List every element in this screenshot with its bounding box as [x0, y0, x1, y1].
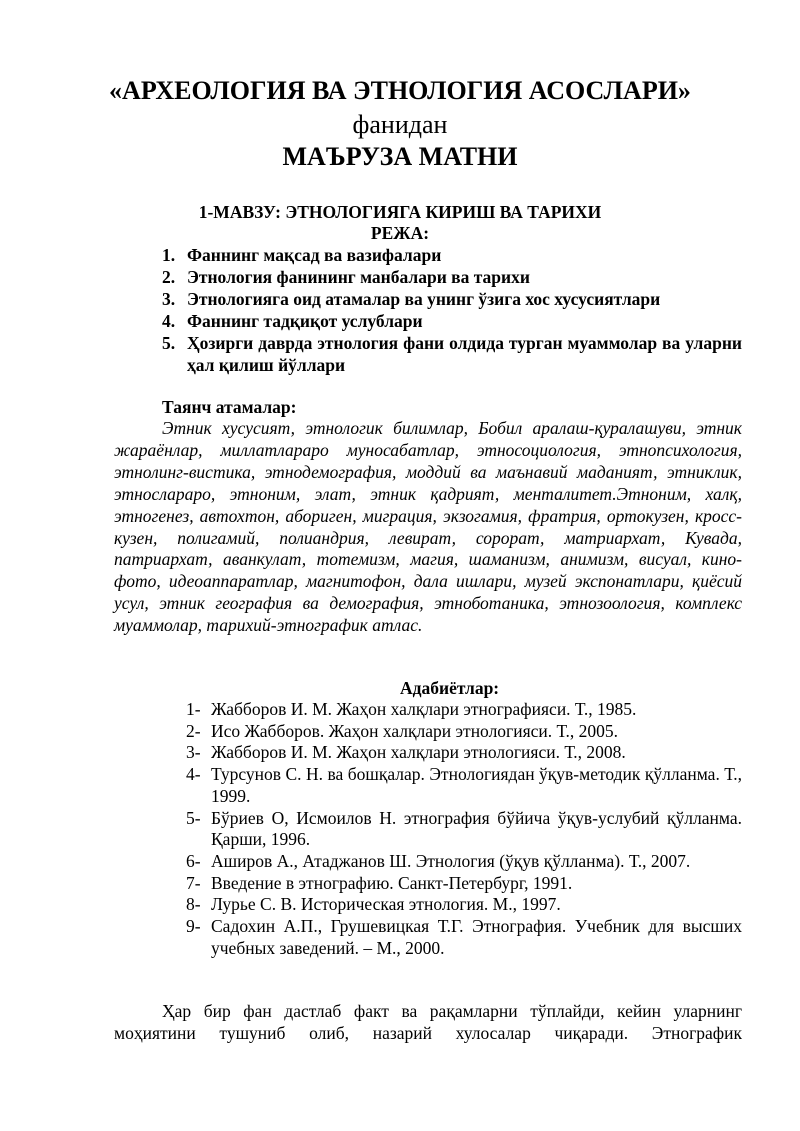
literature-item-text: Введение в этнографию. Санкт-Петербург, 1991. — [211, 872, 573, 893]
plan-item-number: 2. — [162, 267, 176, 287]
plan-item-number: 3. — [162, 289, 176, 309]
plan-item-text: Фаннинг мақсад ва вазифалари — [187, 245, 442, 265]
plan-item — [162, 332, 742, 376]
literature-item-text: Жабборов И. М. Жаҳон халқлари этнографияси. Т., 1985. — [211, 699, 637, 719]
plan-item — [162, 288, 742, 310]
literature-item-text: Исо Жабборов. Жаҳон халқлари этнологияси. Т., 2005. — [211, 720, 618, 741]
literature-item-number: 7- — [186, 872, 201, 893]
literature-item — [186, 742, 742, 764]
literature-item-number: 3- — [186, 742, 201, 763]
literature-item — [186, 764, 742, 807]
literature-heading: Адабиётлар: — [400, 678, 500, 698]
plan-item-number: 4. — [162, 311, 176, 331]
document-subtitle: фанидан — [352, 110, 448, 139]
literature-item-text: Лурье С. В. Историческая этнология. М., 1997. — [211, 894, 561, 915]
plan-item-number: 5. — [162, 333, 176, 353]
body-paragraph: Ҳар бир фан дастлаб факт ва рақамларни тўплайди, кейин уларнинг моҳиятини тушуниб олиб, назарий хулосалар чиқаради. Этнографик — [114, 1001, 742, 1043]
literature-item — [186, 916, 742, 959]
literature-item — [186, 851, 742, 873]
key-terms-heading: Таянч атамалар: — [162, 397, 297, 417]
plan-item-text: Фаннинг тадқиқот услублари — [187, 311, 423, 331]
plan-item — [162, 266, 742, 288]
literature-item-number: 4- — [186, 764, 201, 785]
literature-item — [186, 873, 742, 895]
literature-item-text: Турсунов С. Н. ва бошқалар. Этнологиядан ўқув-методик қўлланма. Т., 1999. — [211, 764, 742, 806]
literature-item-text: Бўриев О, Исмоилов Н. этнография бўйича ўқув-услубий қўлланма. Қарши, 1996. — [211, 807, 742, 850]
literature-item-number: 2- — [186, 720, 201, 741]
plan-list — [162, 244, 742, 376]
plan-item-text: Ҳозирги даврда этнология фани олдида турган муаммолар ва уларни ҳал қилиш йўллари — [187, 333, 742, 375]
literature-item-text: Жабборов И. М. Жаҳон халқлари этнологияси. Т., 2008. — [211, 742, 626, 763]
literature-item — [186, 894, 742, 916]
document-title: «АРХЕОЛОГИЯ ВА ЭТНОЛОГИЯ АСОСЛАРИ» — [109, 76, 691, 105]
literature-item-number: 1- — [186, 699, 201, 719]
literature-item-text: Садохин А.П., Грушевицкая Т.Г. Этнография. Учебник для высших учебных заведений. – М., 2000. — [211, 916, 742, 958]
literature-item-number: 9- — [186, 916, 201, 937]
literature-item — [186, 721, 742, 743]
literature-item-number: 5- — [186, 807, 201, 828]
literature-item-number: 8- — [186, 894, 201, 915]
literature-item — [186, 808, 742, 851]
topic-heading: 1-МАВЗУ: ЭТНОЛОГИЯГА КИРИШ ВА ТАРИХИ — [198, 202, 602, 222]
plan-item-number: 1. — [162, 245, 176, 265]
document-heading: МАЪРУЗА МАТНИ — [282, 142, 518, 171]
literature-item-text: Аширов А., Атаджанов Ш. Этнология (ўқув қўлланма). Т., 2007. — [211, 850, 691, 871]
literature-list — [186, 699, 742, 959]
plan-item — [162, 310, 742, 332]
plan-item — [162, 244, 742, 266]
literature-item — [186, 699, 742, 721]
key-terms-text: Этник хусусият, этнологик билимлар, Бобил аралаш-қуралашуви, этник жараёнлар, миллатлараро муносабатлар, этносоциология, этнопсихология, этнолинг-вистика, этнодемография, моддий ва маънавий маданият, этниклик, этнослараро, этноним, элат, этник қадрият, менталитет.Этноним, халқ, этногенез, автохтон, абориген, миграция, экзогамия, фратрия, ортокузен, кросс-кузен, полигамий, полиандрия, левират, сорорат, матриархат, Кувада, патриархат, аванкулат, тотемизм, магия, шаманизм, анимизм, висуал, кино-фото, идеоаппаратлар, магнитофон, дала ишлари, музей экспонатлари, қиёсий усул, этник география ва демография, этноботаника, этнозоология, комплекс муаммолар, тарихий-этнографик атлас. — [114, 418, 742, 636]
literature-item-number: 6- — [186, 850, 201, 871]
plan-item-text: Этнология фанининг манбалари ва тарихи — [187, 267, 530, 287]
plan-heading: РЕЖА: — [370, 223, 430, 243]
plan-item-text: Этнологияга оид атамалар ва унинг ўзига хос хусусиятлари — [187, 289, 661, 309]
